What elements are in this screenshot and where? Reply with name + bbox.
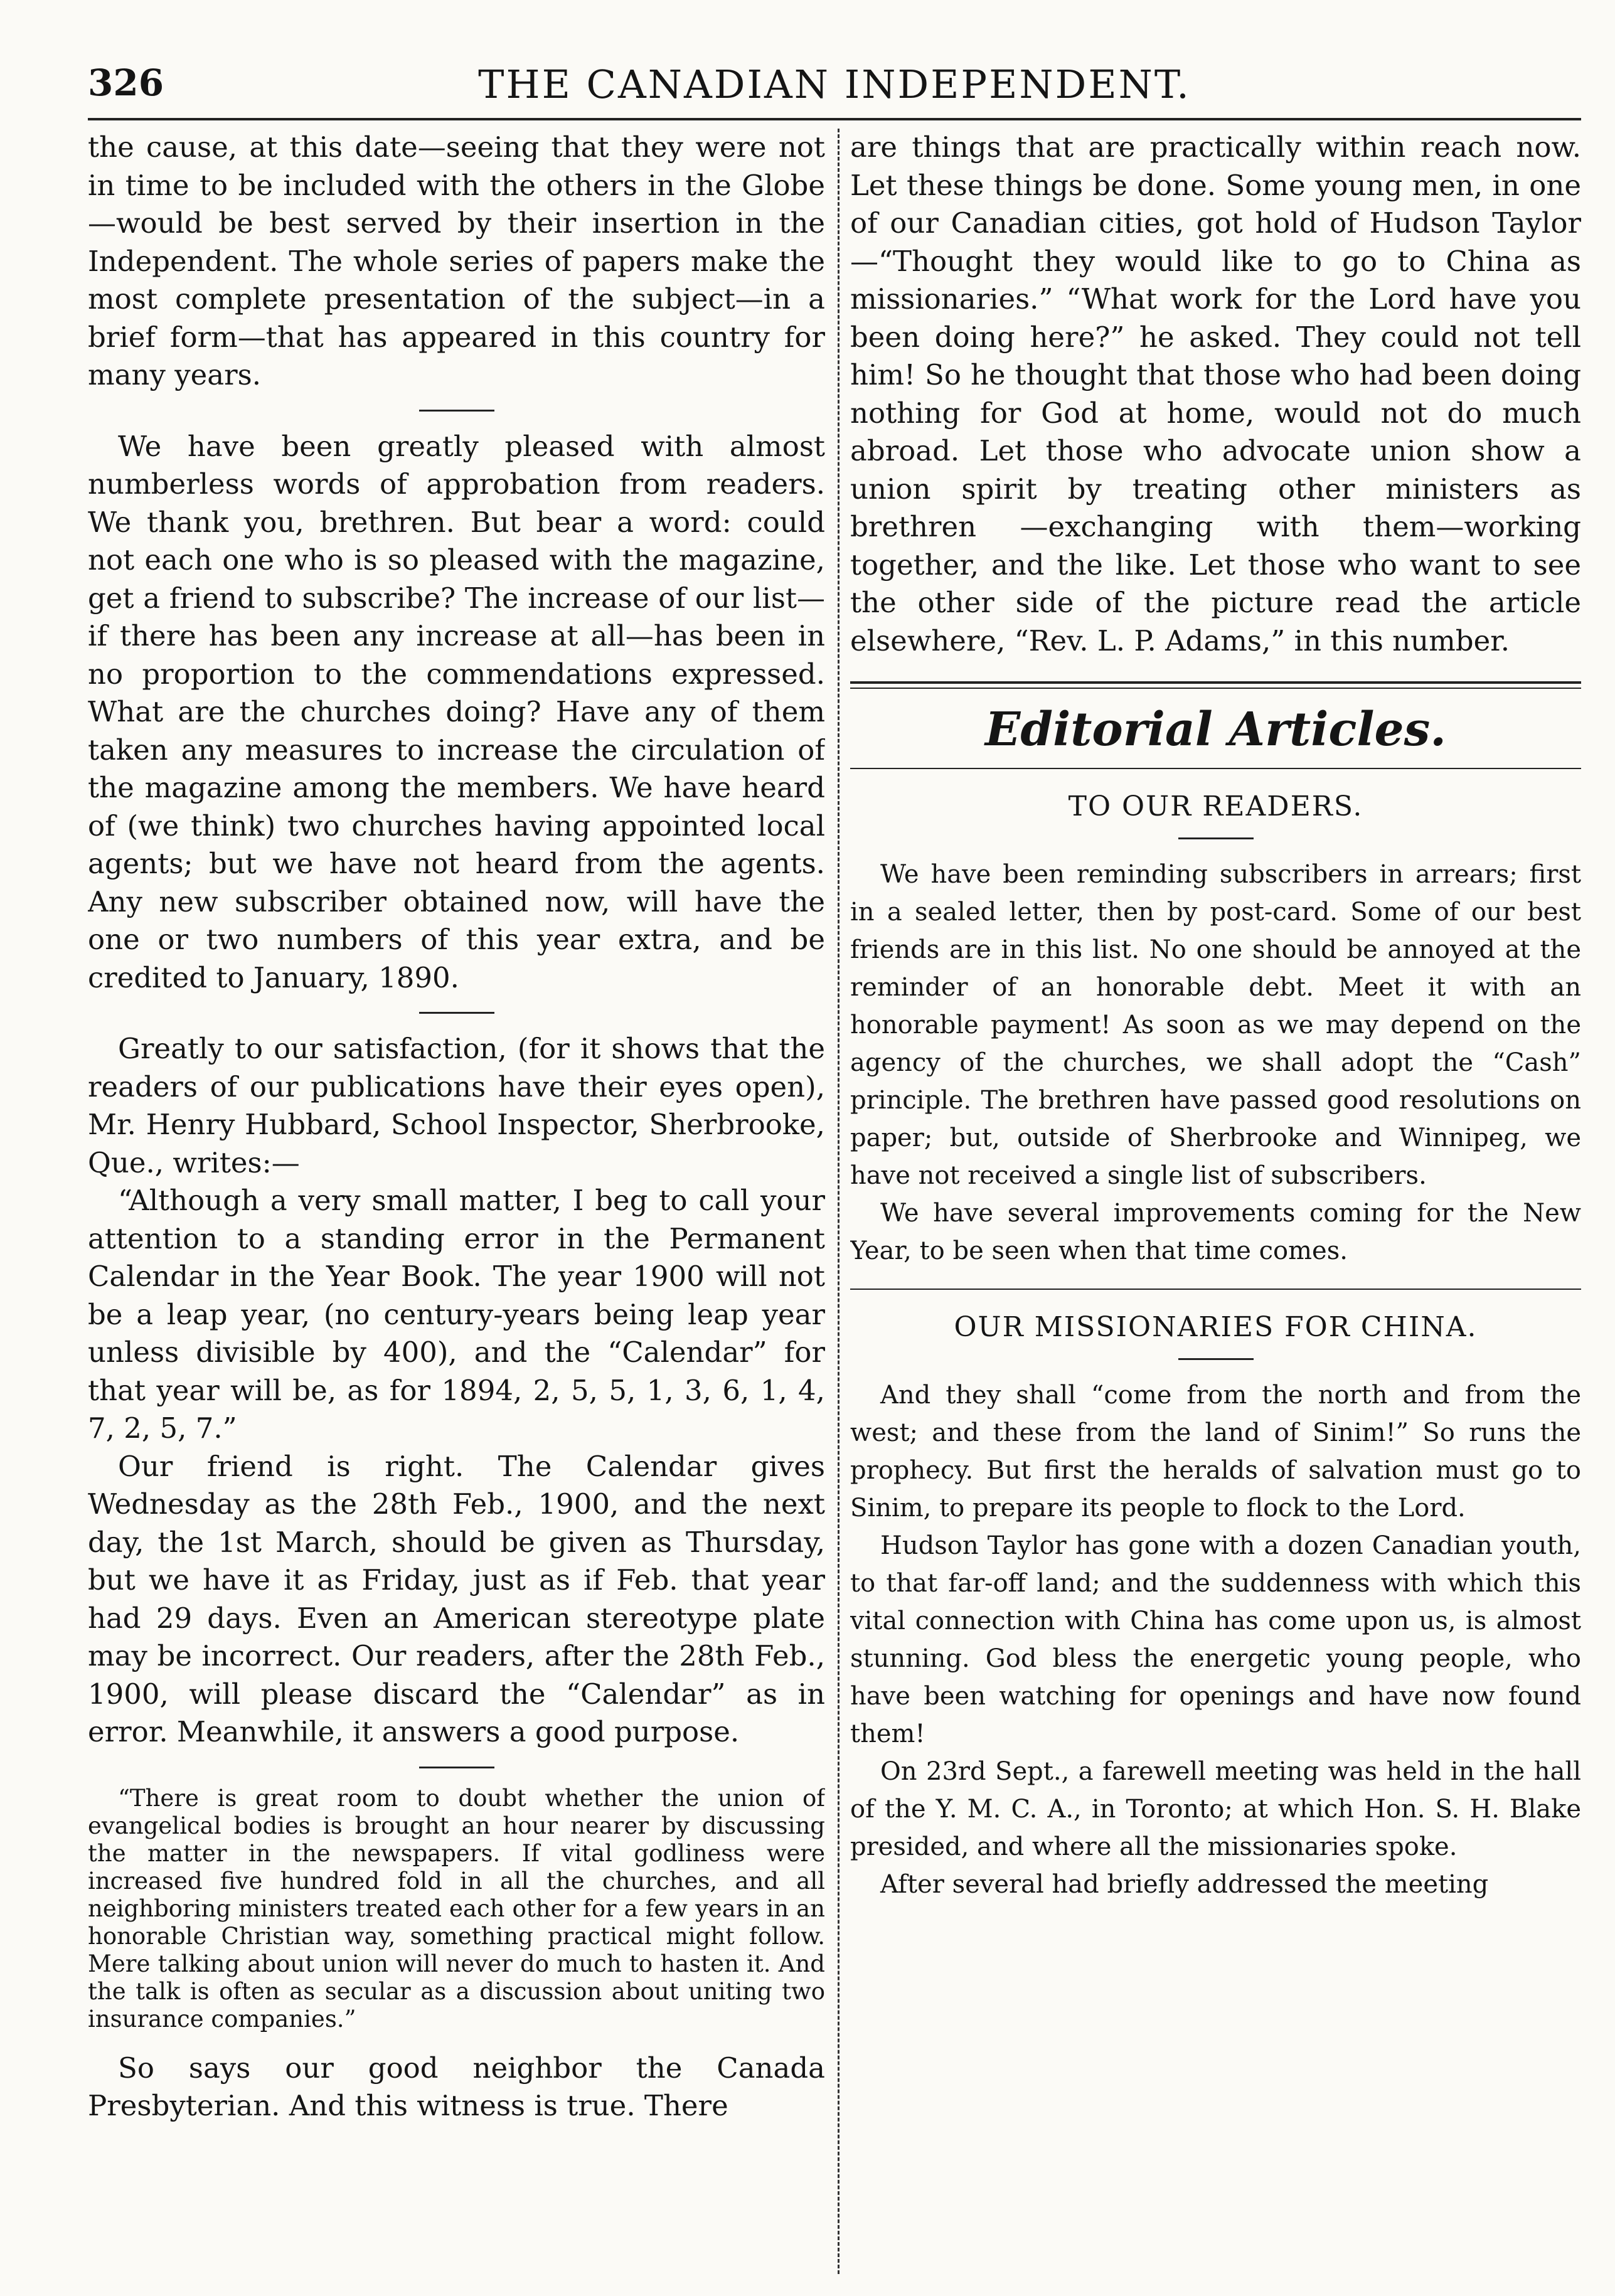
article-paragraph: Hudson Taylor has gone with a dozen Canadian youth, to that far-off land; and the suddenness with which this vital connection with China has come upon us, is almost stunning. God bless the energetic young people, who have been watching for openings and have now found them! — [850, 1531, 1581, 1748]
running-title: THE CANADIAN INDEPENDENT. — [478, 61, 1191, 107]
article-paragraph: And they shall “come from the north and from the west; and these from the land of Sinim!” So runs the prophecy. But first the heralds of salvation must go to Sinim, to prepare its people to flock to the Lord. — [850, 1381, 1581, 1523]
left-paragraph-4: “Although a very small matter, I beg to call your attention to a standing error in the Permanent Calendar in the Year Book. The year 1900 will not be a leap year, (no century-years being leap year unless divisible by 400), and the “Calendar” for that year will be, as for 1894, 2, 5, 5, 1, 3, 6, 1, 4, 7, 2, 5, 7.” — [88, 1184, 825, 1445]
left-paragraph-6: So says our good neighbor the Canada Presbyterian. And this witness is true. There — [88, 2051, 825, 2122]
quoted-paragraph: “There is great room to doubt whether the union of evangelical bodies is brought an hour nearer by discussing the matter in the newspapers. If vital godliness were increased five hundred fold in all the churches, and all neighboring ministers treated each other for a few years in an honorable Christian way, something practical might follow. Mere talking about union will never do much to hasten it. And the talk is often as secular as a discussion about uniting two insurance companies.” — [88, 1784, 825, 2033]
separator-rule — [419, 1767, 494, 1768]
left-paragraph-5: Our friend is right. The Calendar gives Wednesday as the 28th Feb., 1900, and the next day, the 1st March, should be given as Thursday, but we have it as Friday, just as if Feb. that year had 29 days. Even an American stereotype plate may be incorrect. Our readers, after the 28th Feb., 1900, will please discard the “Calendar” as in error. Meanwhile, it answers a good purpose. — [88, 1449, 825, 1748]
page-number: 326 — [88, 61, 164, 104]
section-heading: Editorial Articles. — [984, 703, 1447, 757]
separator-rule — [419, 410, 494, 412]
article-paragraph: We have several improvements coming for the New Year, to be seen when that time comes. — [850, 1199, 1581, 1265]
left-paragraph-3: Greatly to our satisfaction, (for it shows that the readers of our publications have their eyes open), Mr. Henry Hubbard, School Inspector, Sherbrooke, Que., writes:— — [88, 1032, 825, 1179]
article-title-readers: TO OUR READERS. — [1068, 790, 1363, 822]
column-divider — [838, 129, 839, 2274]
separator-rule — [1178, 1358, 1254, 1360]
header-rule — [88, 118, 1581, 120]
right-paragraph-1: are things that are practically within reach now. Let these things be done. Some young men, in one of our Canadian cities, got hold of Hudson Taylor—“Thought they would like to go to China as missionaries.” “What work for the Lord have you been doing here?” he asked. They could not tell him! So he thought that those who had been doing nothing for God at home, would not do much abroad. Let those who advocate union show a union spirit by treating other ministers as brethren —exchanging with them—working together, and the like. Let those who want to see the other side of the picture read the article elsewhere, “Rev. L. P. Adams,” in this number. — [850, 130, 1581, 657]
article-body-missionaries — [850, 1376, 1581, 1903]
page-header — [88, 56, 1581, 113]
separator-rule — [1178, 837, 1254, 839]
left-paragraph-1: the cause, at this date—seeing that they were not in time to be included with the others in the Globe—would be best served by their insertion in the Independent. The whole series of papers make the most complete presentation of the subject—in a brief form—that has appeared in this country for many years. — [88, 130, 825, 391]
article-paragraph: On 23rd Sept., a farewell meeting was held in the hall of the Y. M. C. A., in Toronto; at which Hon. S. H. Blake presided, and where all the missionaries spoke. — [850, 1757, 1581, 1861]
article-title-missionaries: OUR MISSIONARIES FOR CHINA. — [954, 1311, 1478, 1343]
thin-rule — [850, 1289, 1581, 1290]
article-body-readers — [850, 856, 1581, 1270]
thin-rule — [850, 768, 1581, 769]
left-column — [88, 129, 825, 2280]
article-paragraph: After several had briefly addressed the meeting — [880, 1870, 1489, 1899]
article-paragraph: We have been reminding subscribers in arrears; first in a sealed letter, then by post-card. Some of our best friends are in this list. No one should be annoyed at the reminder of an honorable debt. Meet it with an honorable payment! As soon as we may depend on the agency of the churches, we shall adopt the “Cash” principle. The brethren have passed good resolutions on paper; but, outside of Sherbrooke and Winnipeg, we have not received a single list of subscribers. — [850, 860, 1581, 1190]
left-paragraph-2: We have been greatly pleased with almost numberless words of approbation from readers. We thank you, brethren. But bear a word: could not each one who is so pleased with the magazine, get a friend to subscribe? The increase of our list—if there has been any increase at all—has been in no proportion to the commendations expressed. What are the churches doing? Have any of them taken any measures to increase the circulation of the magazine among the members. We have heard of (we think) two churches having appointed local agents; but we have not heard from the agents. Any new subscriber obtained now, will have the one or two numbers of this year extra, and be credited to January, 1890. — [88, 429, 825, 994]
separator-rule — [419, 1012, 494, 1014]
double-rule — [850, 681, 1581, 689]
right-column — [850, 129, 1581, 2280]
